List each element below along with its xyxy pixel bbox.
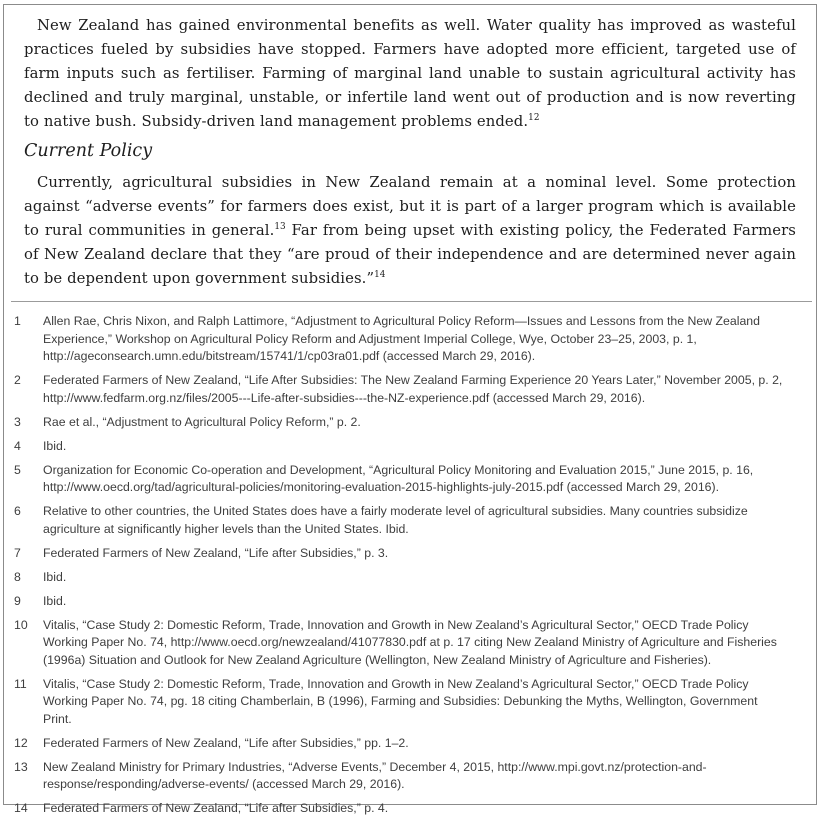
footnote-item [14, 617, 788, 670]
footnote-item [14, 800, 788, 818]
footnote-ref-13: 13 [274, 222, 286, 233]
footnote-number: 1 [14, 314, 21, 328]
paragraph-text: Far from being upset with existing policy, the Federated Farmers of New Zealand declare that they “are proud of their independence and are determined never again to be dependent upon government subsidies.” [24, 222, 796, 287]
paragraph-text: Currently, agricultural subsidies in New Zealand remain at a nominal level. Some protection against “adverse events” for farmers does exist, but it is part of a larger program which is available to rural communities in general. [24, 174, 796, 239]
paragraph-text: New Zealand has gained environmental benefits as well. Water quality has improved as wasteful practices fueled by subsidies have stopped. Farmers have adopted more efficient, targeted use of farm inputs such as fertiliser. Farming of marginal land unable to sustain agricultural activity has declined and truly marginal, unstable, or infertile land went out of production and is now reverting to native bush. Subsidy-driven land management problems ended. [24, 17, 796, 130]
paragraph-current-policy [24, 171, 796, 291]
footnote-text: Federated Farmers of New Zealand, “Life after Subsidies,” p. 4. [43, 801, 389, 815]
section-heading-current-policy: Current Policy [24, 141, 153, 161]
footnote-number: 11 [14, 676, 27, 691]
footnote-number: 6 [14, 504, 21, 518]
footnote-text: Vitalis, “Case Study 2: Domestic Reform, Trade, Innovation and Growth in New Zealand’s Agricultural Sector,” OECD Trade Policy Working Paper No. 74, http://www.oecd.org/newzealand/41077830.pdf at p. 17 citing New Zealand Ministry of Agriculture and Fisheries (1996a) Situation and Outlook for New Zealand Agriculture (Wellington, New Zealand Ministry of Agriculture and Fisheries). [43, 617, 777, 667]
footnote-item [14, 372, 788, 407]
footnote-number: 4 [14, 438, 21, 453]
footnote-text: Ibid. [43, 569, 67, 584]
footnote-number: 9 [14, 593, 21, 608]
footnote-text: Ibid. [43, 593, 67, 608]
paragraph-environmental-benefits [24, 14, 796, 134]
footnote-number: 10 [14, 617, 28, 632]
footnote-item [14, 503, 788, 538]
footnote-item [14, 545, 788, 563]
footnote-ref-14: 14 [374, 270, 386, 281]
footnote-number: 13 [14, 759, 28, 774]
footnote-number: 3 [14, 414, 21, 429]
footnote-text: Ibid. [43, 438, 67, 453]
footnote-text: Rae et al., “Adjustment to Agricultural Policy Reform,” p. 2. [43, 414, 361, 429]
footnote-text: Federated Farmers of New Zealand, “Life after Subsidies,” pp. 1–2. [43, 735, 409, 750]
footnote-item [14, 414, 788, 432]
footnote-text: Vitalis, “Case Study 2: Domestic Reform, Trade, Innovation and Growth in New Zealand’s Agricultural Sector,” OECD Trade Policy Working Paper No. 74, pg. 18 citing Chamberlain, B (1996), Farming and Subsidies: Debunking the Myths, Wellington, Government Print. [43, 676, 758, 726]
footnote-text: Organization for Economic Co-operation and Development, “Agricultural Policy Monitoring and Evaluation 2015,” June 2015, p. 16, http://www.oecd.org/tad/agricultural-policies/monitoring-evaluation-2015-highlights-july-2015.pdf (accessed March 29, 2016). [43, 462, 754, 494]
footnote-number: 12 [14, 735, 28, 750]
footnote-text: Allen Rae, Chris Nixon, and Ralph Lattimore, “Adjustment to Agricultural Policy Reform—Issues and Lessons from the New Zealand Experience,” Workshop on Agricultural Policy Reform and Adjustment Imperial College, Wye, October 23–25, 2003, p. 1, http://ageconsearch.umn.edu/bitstream/15741/1/cp03ra01.pdf (accessed March 29, 2016). [43, 314, 760, 363]
footnote-item [14, 735, 788, 753]
article-body [4, 5, 816, 291]
footnote-item [14, 759, 788, 794]
footnote-item [14, 438, 788, 456]
footnote-ref-12: 12 [528, 113, 540, 124]
footnote-text: New Zealand Ministry for Primary Industries, “Adverse Events,” December 4, 2015, http://www.mpi.govt.nz/protection-and-response/responding/adverse-events/ (accessed March 29, 2016). [43, 759, 707, 791]
footnote-item [14, 593, 788, 611]
footnote-number: 14 [14, 801, 28, 815]
footnote-number: 5 [14, 462, 21, 477]
footnote-number: 7 [14, 545, 21, 560]
footnote-list [4, 313, 816, 818]
footnote-item [14, 462, 788, 497]
footnote-number: 2 [14, 373, 21, 387]
footnote-item [14, 313, 788, 366]
footnote-divider [11, 301, 812, 302]
page-frame [3, 4, 817, 815]
footnote-number: 8 [14, 569, 21, 584]
footnote-text: Federated Farmers of New Zealand, “Life after Subsidies,” p. 3. [43, 545, 389, 560]
footnote-text: Relative to other countries, the United States does have a fairly moderate level of agricultural subsidies. Many countries subsidize agriculture at significantly higher levels than the United States. Ibid. [43, 504, 748, 536]
footnote-item [14, 569, 788, 587]
footnote-text: Federated Farmers of New Zealand, “Life After Subsidies: The New Zealand Farming Experience 20 Years Later,” November 2005, p. 2, http://www.fedfarm.org.nz/files/2005---Life-after-subsidies---the-NZ-experience.pdf (accessed March 29, 2016). [43, 373, 783, 405]
footnote-item [14, 676, 788, 729]
